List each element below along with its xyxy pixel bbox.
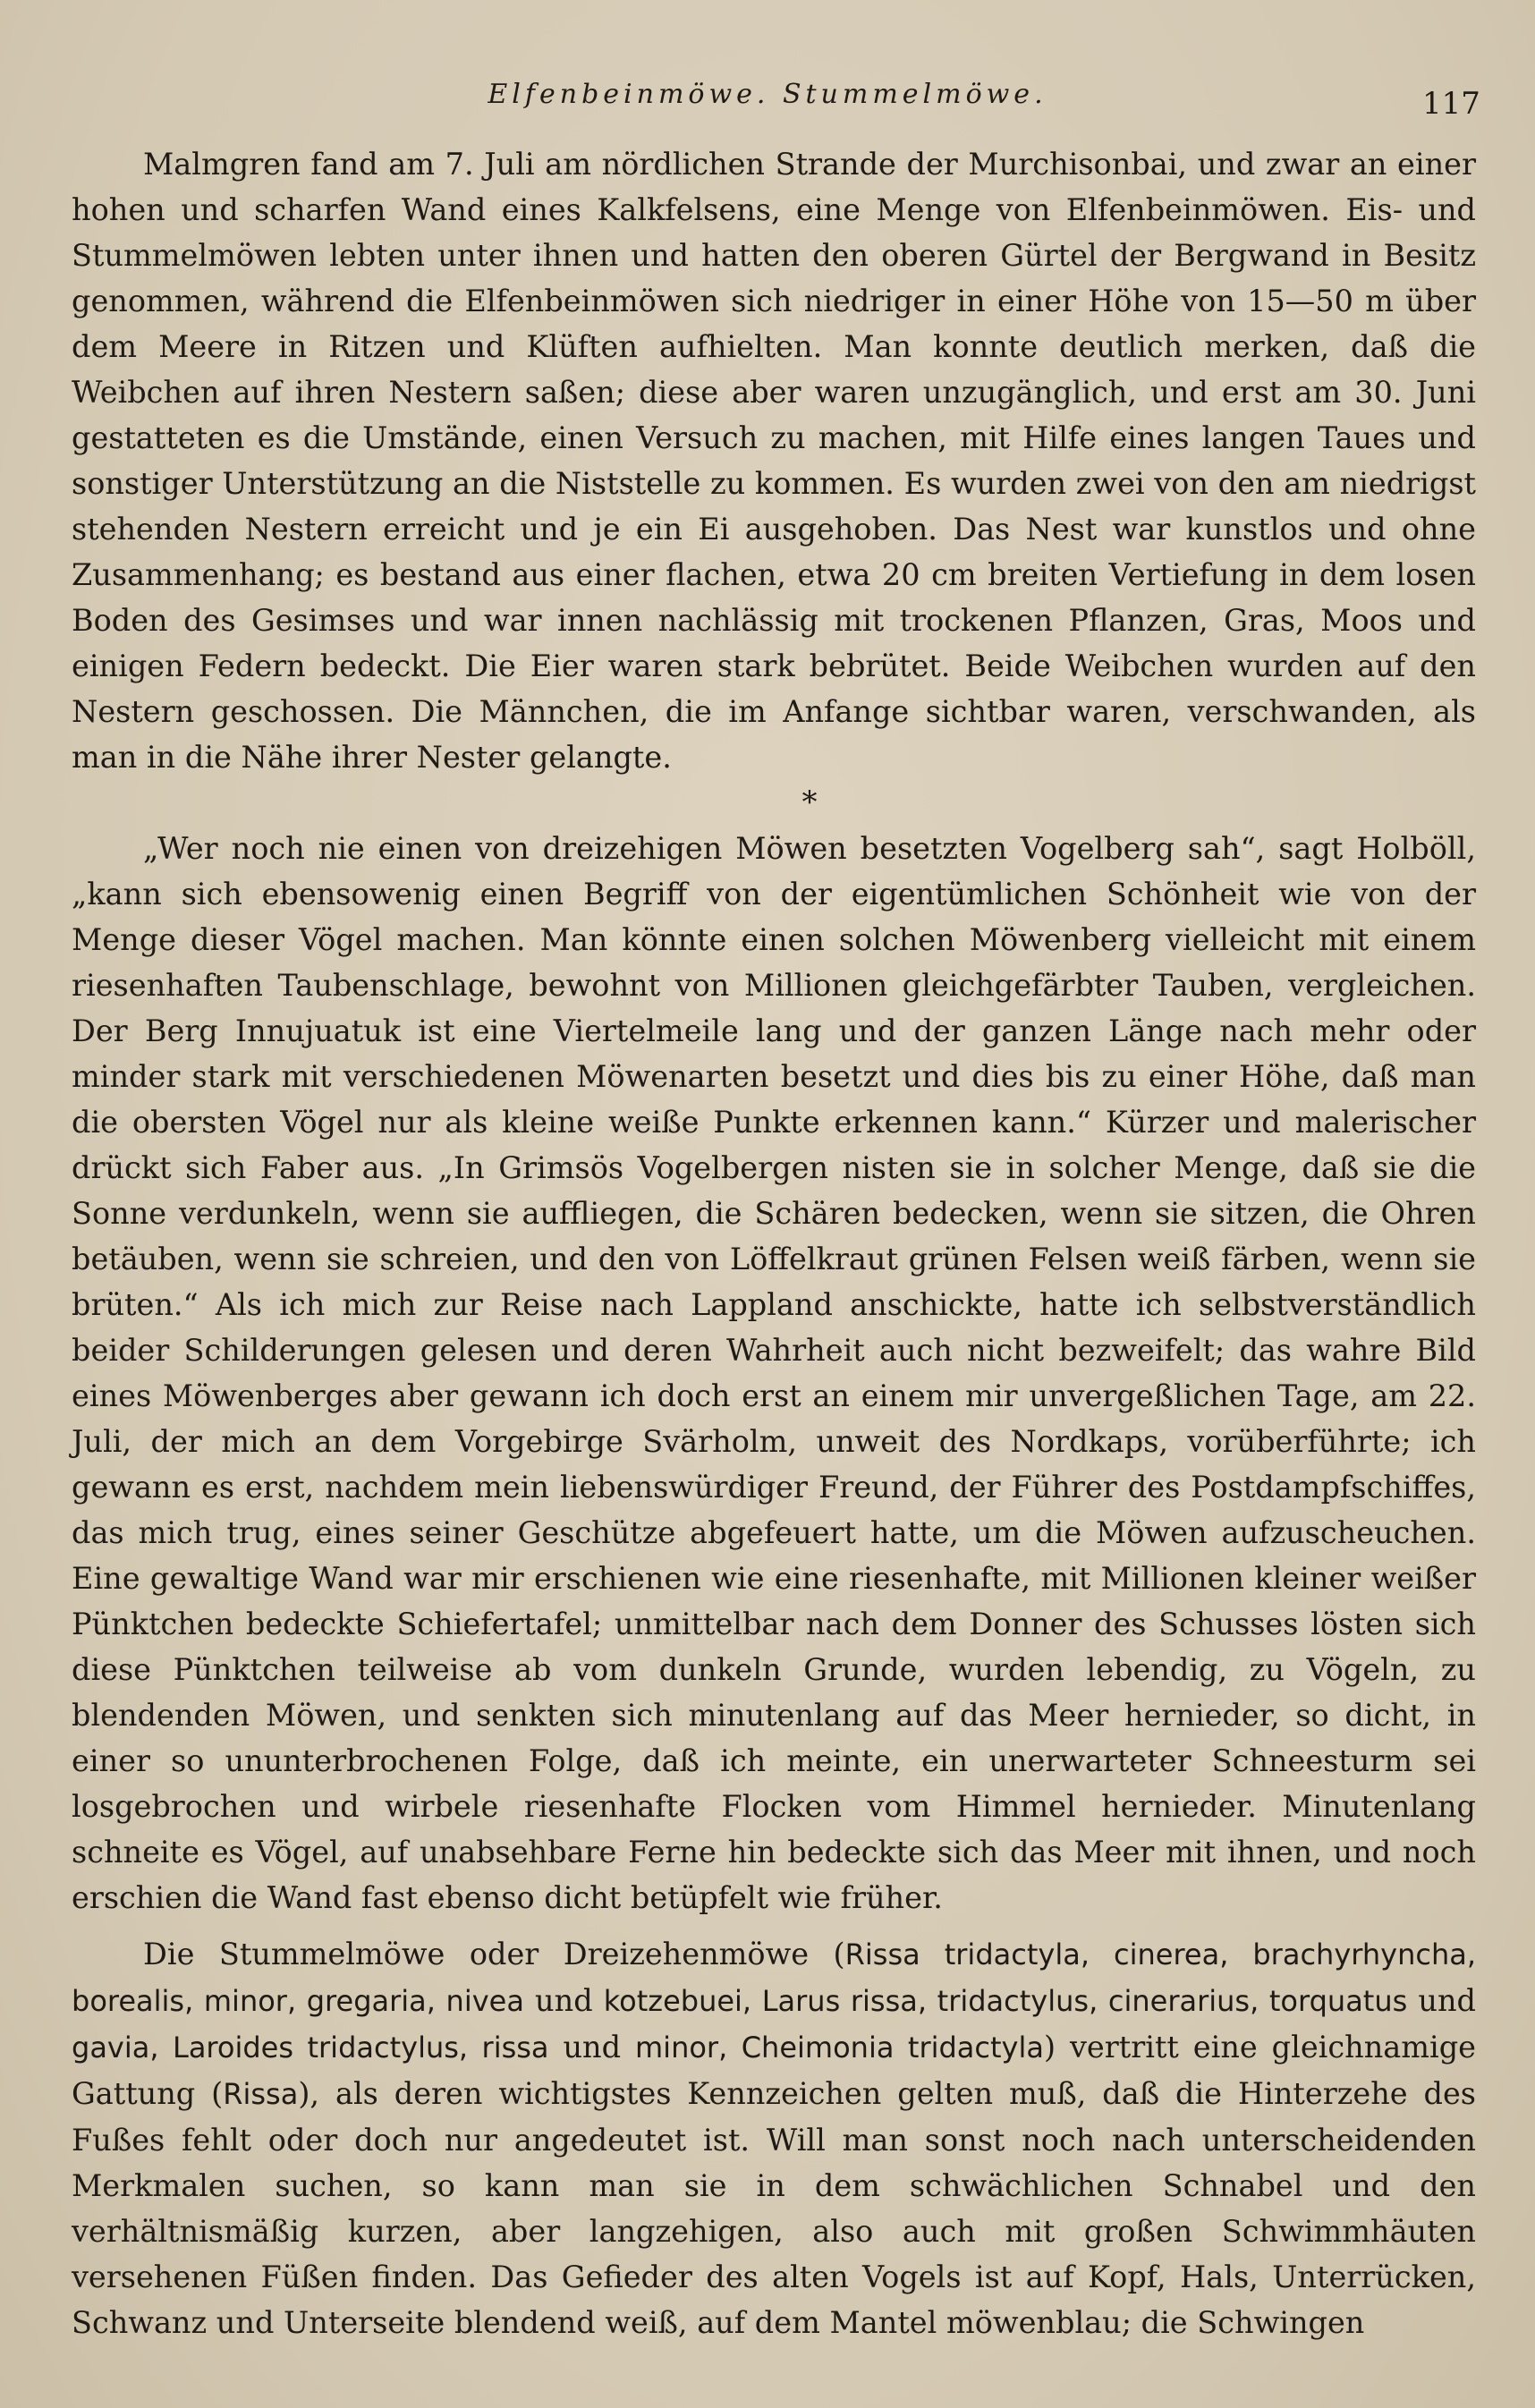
page-number: 117	[1422, 86, 1480, 122]
p3-rest: ), als deren wichtigstes Kennzeichen gelten muß, daß die Hinterzehe des Fußes fehlt oder doch nur angedeutet ist. Will man sonst noch nach unterscheidenden Merkmalen suchen, so kann man sie in dem schwächlichen Schnabel und den verhältnismäßig kurzen, aber langzehigen, also auch mit großen Schwimmhäuten versehenen Füßen finden. Das Gefieder des alten Vogels ist auf Kopf, Hals, Unterrücken, Schwanz und Unterseite blendend weiß, auf dem Mantel möwenblau; die Schwingen	[72, 2076, 1476, 2340]
latin-names-4: minor, Cheimonia tridactyla	[635, 2031, 1044, 2065]
p3-mid: ) vertritt eine gleichnamige Gattung (	[72, 2030, 1476, 2111]
section-separator: *	[801, 784, 818, 820]
paragraph-holboell-quote: „Wer noch nie einen von dreizehigen Möwen besetzten Vogelberg sah“, sagt Holböll, „kann sich ebensowenig einen Begriff von der eigentümlichen Schönheit wie von der Menge dieser Vögel machen. Man könnte einen solchen Möwenberg vielleicht mit einem riesenhaften Taubenschlage, bewohnt von Millionen gleichgefärbter Tauben, vergleichen. Der Berg Innujuatuk ist eine Viertelmeile lang und der ganzen Länge nach mehr oder minder stark mit verschiedenen Möwenarten besetzt und dies bis zu einer Höhe, daß man die obersten Vögel nur als kleine weiße Punkte erkennen kann.“ Kürzer und malerischer drückt sich Faber aus. „In Grimsös Vogelbergen nisten sie in solcher Menge, daß sie die Sonne verdunkeln, wenn sie auffliegen, die Schären bedecken, wenn sie sitzen, die Ohren betäuben, wenn sie schreien, und den von Löffelkraut grünen Felsen weiß färben, wenn sie brüten.“ Als ich mich zur Reise nach Lappland anschickte, hatte ich selbstverständlich beider Schilderungen gelesen und deren Wahrheit auch nicht bezweifelt; das wahre Bild eines Möwenberges aber gewann ich doch erst an einem mir unvergeßlichen Tage, am 22. Juli, der mich an dem Vorgebirge Svärholm, unweit des Nordkaps, vorüberführte; ich gewann es erst, nachdem mein liebenswürdiger Freund, der Führer des Postdampfschiffes, das mich trug, eines seiner Geschütze abgefeuert hatte, um die Möwen aufzuscheuchen. Eine gewaltige Wand war mir erschienen wie eine riesenhafte, mit Millionen kleiner weißer Pünktchen bedeckte Schiefertafel; unmittelbar nach dem Donner des Schusses lösten sich diese Pünktchen teilweise ab vom dunkeln Grunde, wurden lebendig, zu Vögeln, zu blendenden Möwen, und senkten sich minutenlang auf das Meer hernieder, so dicht, in einer so ununterbrochenen Folge, daß ich meinte, ein unerwarteter Schneesturm sei losgebrochen und wirbele riesenhafte Flocken vom Himmel hernieder. Minutenlang schneite es Vögel, auf unabsehbare Ferne hin bedeckte sich das Meer mit ihnen, und noch erschien die Wand fast ebenso dicht betüpfelt wie früher.	[72, 831, 1476, 1915]
p3-und-3: und	[548, 2030, 635, 2065]
paragraph-stummelmoewe	[72, 1931, 1476, 2345]
latin-genus: Rissa	[223, 2077, 299, 2111]
running-head: Elfenbeinmöwe. Stummelmöwe.	[488, 79, 1047, 110]
p3-intro: Die Stummelmöwe oder Dreizehenmöwe (	[143, 1937, 845, 1971]
body-text	[72, 141, 1476, 2345]
p3-und-2: und	[1407, 1983, 1476, 2018]
paragraph-malmgren: Malmgren fand am 7. Juli am nördlichen Strande der Murchisonbai, und zwar an einer hohen und scharfen Wand eines Kalkfelsens, eine Menge von Elfenbeinmöwen. Eis- und Stummelmöwen lebten unter ihnen und hatten den oberen Gürtel der Bergwand in Besitz genommen, während die Elfenbeinmöwen sich niedriger in einer Höhe von 15—50 m über dem Meere in Ritzen und Klüften aufhielten. Man konnte deutlich merken, daß die Weibchen auf ihren Nestern saßen; diese aber waren unzugänglich, und erst am 30. Juni gestatteten es die Umstände, einen Versuch zu machen, mit Hilfe eines langen Taues und sonstiger Unterstützung an die Niststelle zu kommen. Es wurden zwei von den am niedrigst stehenden Nestern erreicht und je ein Ei ausgehoben. Das Nest war kunstlos und ohne Zusammenhang; es bestand aus einer flachen, etwa 20 cm breiten Vertiefung in dem losen Boden des Gesimses und war innen nachlässig mit trockenen Pflanzen, Gras, Moos und einigen Federn bedeckt. Die Eier waren stark bebrütet. Beide Weibchen wurden auf den Nestern geschossen. Die Männchen, die im Anfange sichtbar waren, verschwanden, als man in die Nähe ihrer Nester gelangte.	[72, 147, 1476, 775]
latin-names-2: kotzebuei, Larus rissa, tridactylus, cinerarius, torquatus	[603, 1984, 1408, 2018]
p3-und-1: und	[523, 1983, 604, 2018]
latin-names-3: gavia, Laroides tridactylus, rissa	[72, 2031, 549, 2065]
latin-names-1: Rissa tridactyla, cinerea, brachyrhyncha, borealis, minor, gregaria, nivea	[72, 1937, 1477, 2018]
